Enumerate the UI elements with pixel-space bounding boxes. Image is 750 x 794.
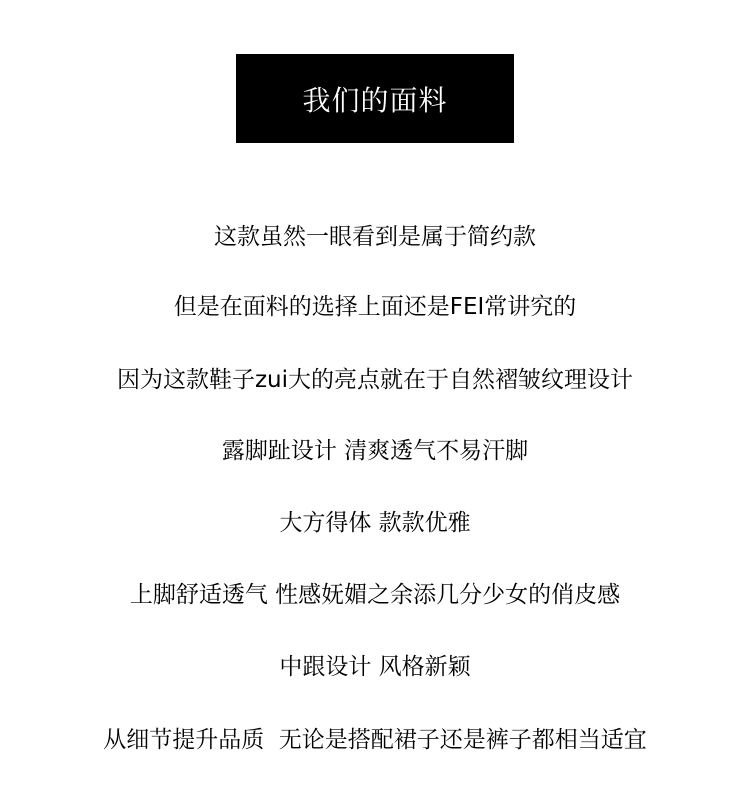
description-line-2: 但是在面料的选择上面还是FEI常讲究的 (173, 294, 577, 320)
description-line-4: 露脚趾设计 清爽透气不易汗脚 (221, 438, 529, 464)
description-line-1: 这款虽然一眼看到是属于简约款 (214, 224, 536, 250)
description-line-8: 从细节提升品质 无论是搭配裙子还是裤子都相当适宜 (103, 727, 647, 753)
description-line-6: 上脚舒适透气 性感妩媚之余添几分少女的俏皮感 (129, 582, 621, 608)
description-line-5: 大方得体 款款优雅 (279, 510, 471, 536)
description-line-3: 因为这款鞋子zui大的亮点就在于自然褶皱纹理设计 (116, 367, 634, 393)
page-title: 我们的面料 (302, 83, 448, 117)
description-line-7: 中跟设计 风格新颖 (279, 654, 471, 680)
